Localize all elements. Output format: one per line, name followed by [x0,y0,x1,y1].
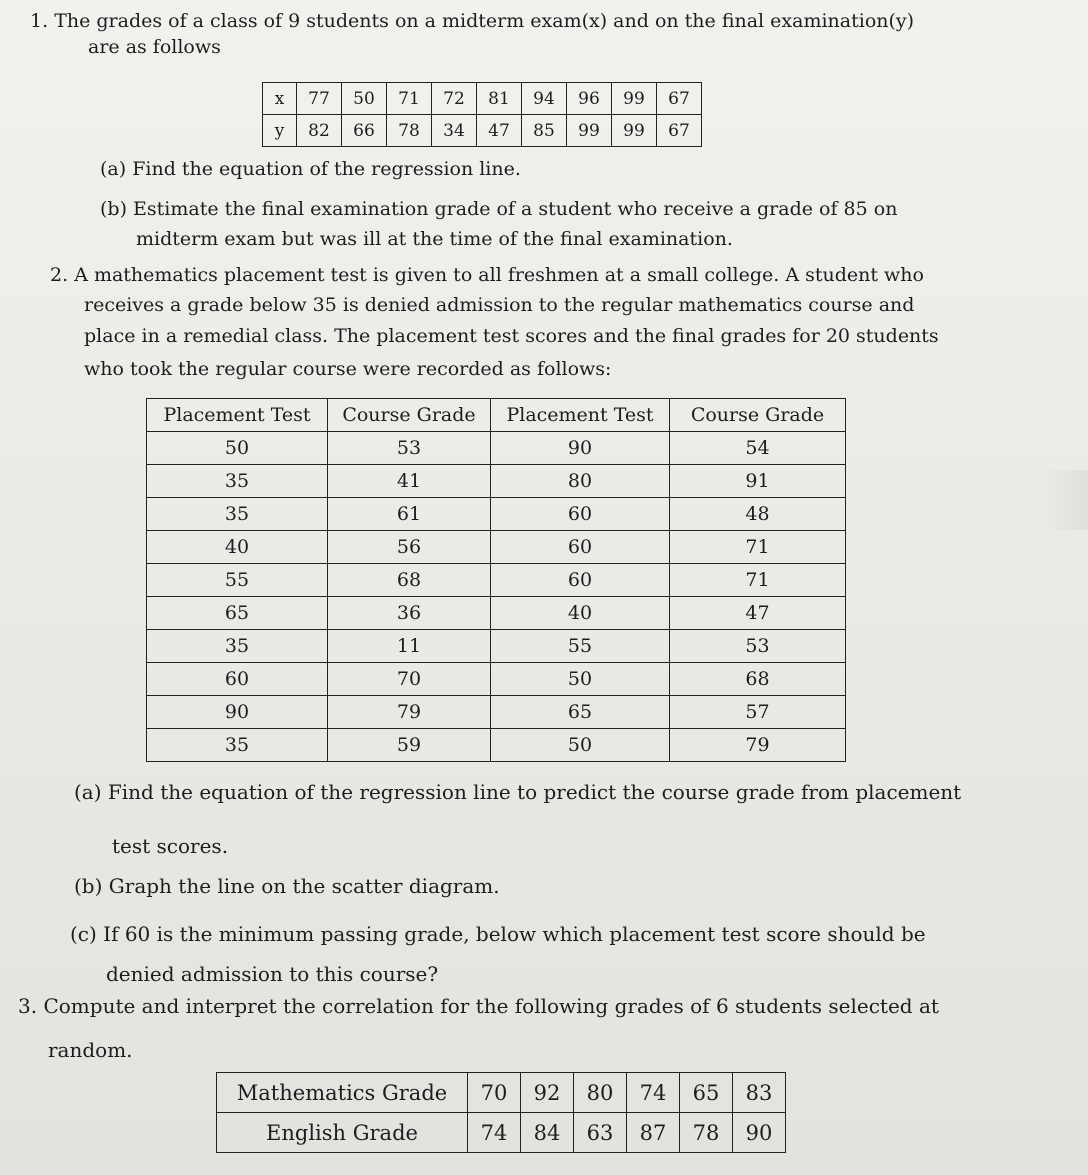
table-row [147,564,846,597]
table-cell: 35 [147,498,328,531]
q1-x-cell: 77 [297,83,342,115]
table-cell: 41 [328,465,491,498]
q3-statement [18,994,939,1018]
table-cell: 53 [670,630,846,663]
q3-english-cell: 74 [468,1113,521,1153]
q2-text-line2: receives a grade below 35 is denied admission to the regular mathematics course and [84,294,915,316]
q3-english-cell: 90 [733,1113,786,1153]
q2-data-table [146,398,846,762]
q1-x-cell: 72 [432,83,477,115]
q3-math-label: Mathematics Grade [217,1073,468,1113]
q3-text-line2: random. [48,1038,133,1062]
table-cell: 36 [328,597,491,630]
table-cell: 91 [670,465,846,498]
q3-math-row [217,1073,786,1113]
q3-english-cell: 87 [627,1113,680,1153]
q3-english-cell: 63 [574,1113,627,1153]
q1-y-cell: 85 [522,115,567,147]
q1-x-row [263,83,702,115]
q3-number: 3. [18,994,38,1018]
q1-number: 1. [30,10,49,32]
table-cell: 40 [491,597,670,630]
table-cell: 35 [147,630,328,663]
q1-part-b [100,198,897,221]
table-cell: 60 [491,564,670,597]
q1-y-row [263,115,702,147]
q2-c-text-line2: denied admission to this course? [106,962,439,986]
q1-x-cell: 50 [342,83,387,115]
table-cell: 80 [491,465,670,498]
table-cell: 56 [328,531,491,564]
table-cell: 47 [670,597,846,630]
q1-y-label: y [263,115,297,147]
q1-x-cell: 67 [657,83,702,115]
table-cell: 57 [670,696,846,729]
table-row [147,663,846,696]
q1-y-cell: 66 [342,115,387,147]
q1-x-cell: 81 [477,83,522,115]
q2-header-row [147,399,846,432]
q2-c-text-line1: If 60 is the minimum passing grade, below which placement test score should be [103,922,926,946]
q1-b-text-line1: Estimate the final examination grade of a student who receive a grade of 85 on [133,198,898,220]
q2-a-label: (a) [74,780,102,804]
q1-y-cell: 99 [612,115,657,147]
q3-math-cell: 80 [574,1073,627,1113]
q2-part-a [74,780,961,804]
q3-math-cell: 65 [680,1073,733,1113]
table-cell: 65 [491,696,670,729]
table-cell: 90 [147,696,328,729]
table-cell: 50 [491,663,670,696]
q3-data-table [216,1072,786,1153]
table-cell: 65 [147,597,328,630]
q1-x-label: x [263,83,297,115]
table-cell: 35 [147,729,328,762]
q1-a-text: Find the equation of the regression line. [132,158,521,180]
table-cell: 71 [670,564,846,597]
q2-text-line4: who took the regular course were recorded as follows: [84,358,612,380]
table-cell: 60 [147,663,328,696]
table-row [147,465,846,498]
table-row [147,498,846,531]
q3-math-cell: 70 [468,1073,521,1113]
q2-statement [50,264,924,287]
q2-header-course: Course Grade [670,399,846,432]
table-cell: 35 [147,465,328,498]
page-edge-shadow [1040,470,1088,530]
table-cell: 11 [328,630,491,663]
q1-x-cell: 99 [612,83,657,115]
table-cell: 59 [328,729,491,762]
table-cell: 50 [147,432,328,465]
table-cell: 71 [670,531,846,564]
q1-a-label: (a) [100,158,127,180]
q1-x-cell: 71 [387,83,432,115]
q2-b-text: Graph the line on the scatter diagram. [108,874,500,898]
table-cell: 70 [328,663,491,696]
table-cell: 53 [328,432,491,465]
table-cell: 55 [147,564,328,597]
q2-header-placement: Placement Test [491,399,670,432]
q3-math-cell: 83 [733,1073,786,1113]
table-cell: 79 [670,729,846,762]
q2-c-label: (c) [70,922,97,946]
q3-text-line1: Compute and interpret the correlation for the following grades of 6 students selected at [43,994,939,1018]
q3-english-row [217,1113,786,1153]
q3-english-label: English Grade [217,1113,468,1153]
table-cell: 61 [328,498,491,531]
q1-x-cell: 94 [522,83,567,115]
q1-y-cell: 78 [387,115,432,147]
table-cell: 50 [491,729,670,762]
q1-y-cell: 47 [477,115,522,147]
q3-math-cell: 92 [521,1073,574,1113]
table-cell: 68 [670,663,846,696]
q2-part-b [74,874,500,898]
table-row [147,597,846,630]
q1-y-cell: 34 [432,115,477,147]
q2-header-placement: Placement Test [147,399,328,432]
table-cell: 55 [491,630,670,663]
q2-text-line1: A mathematics placement test is given to all freshmen at a small college. A student who [74,264,924,286]
q2-header-course: Course Grade [328,399,491,432]
table-cell: 60 [491,531,670,564]
q2-part-c [70,922,926,946]
table-row [147,729,846,762]
q1-part-a [100,158,521,181]
q1-y-cell: 99 [567,115,612,147]
q1-y-cell: 67 [657,115,702,147]
q3-english-cell: 84 [521,1113,574,1153]
table-row [147,696,846,729]
q1-text-line2: are as follows [88,36,221,58]
table-cell: 68 [328,564,491,597]
q1-text-line1: The grades of a class of 9 students on a midterm exam(x) and on the final examination(y) [54,10,915,32]
q1-x-cell: 96 [567,83,612,115]
table-row [147,432,846,465]
table-cell: 60 [491,498,670,531]
table-row [147,630,846,663]
q2-text-line3: place in a remedial class. The placement test scores and the final grades for 20 students [84,325,939,347]
q2-number: 2. [50,264,69,286]
q1-b-label: (b) [100,198,127,220]
q1-statement [30,10,914,33]
table-cell: 79 [328,696,491,729]
q1-data-table [262,82,702,147]
q1-b-text-line2: midterm exam but was ill at the time of the final examination. [136,228,733,250]
q1-y-cell: 82 [297,115,342,147]
table-cell: 48 [670,498,846,531]
table-cell: 90 [491,432,670,465]
q2-a-text-line2: test scores. [112,834,229,858]
table-cell: 40 [147,531,328,564]
table-row [147,531,846,564]
q3-math-cell: 74 [627,1073,680,1113]
q2-b-label: (b) [74,874,103,898]
q3-english-cell: 78 [680,1113,733,1153]
q2-a-text-line1: Find the equation of the regression line to predict the course grade from placement [107,780,962,804]
table-cell: 54 [670,432,846,465]
